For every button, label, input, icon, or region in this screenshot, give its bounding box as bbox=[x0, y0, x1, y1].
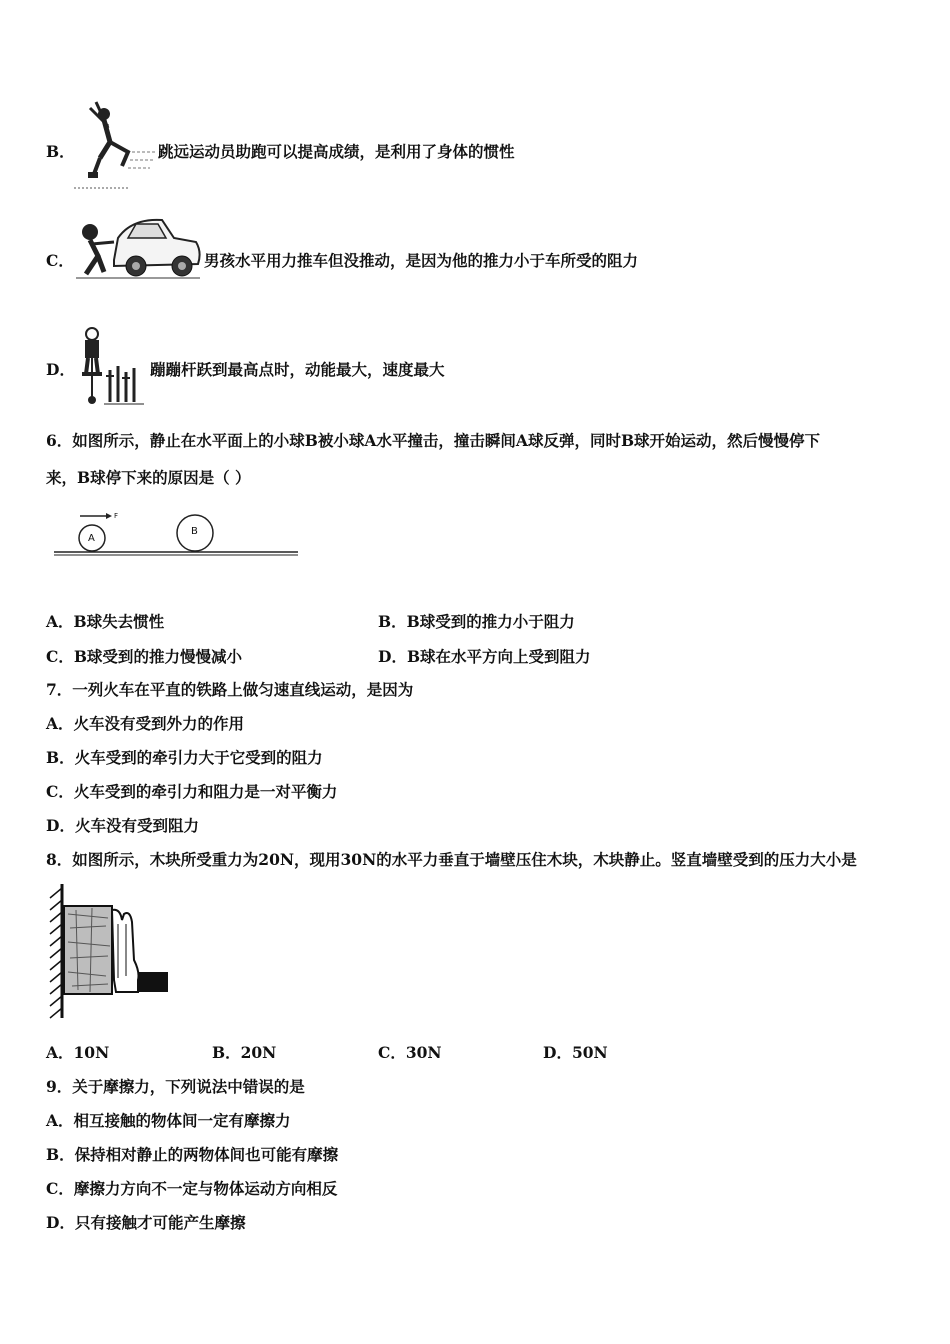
pogo-stick-figure bbox=[74, 326, 150, 408]
q7-option-d: D．火车没有受到阻力 bbox=[46, 816, 199, 835]
q7-option-a: A．火车没有受到外力的作用 bbox=[46, 714, 245, 733]
q5-option-d-letter: D． bbox=[46, 360, 75, 379]
q8-option-d: D．50N bbox=[543, 1043, 608, 1062]
force-arrow-label: F bbox=[114, 512, 119, 520]
q9-option-d: D．只有接触才可能产生摩擦 bbox=[46, 1213, 246, 1232]
q6-stem-line1: 6．如图所示，静止在水平面上的小球B被小球A水平撞击，撞击瞬间A球反弹，同时B球开始运动，然后慢慢停下 bbox=[46, 431, 821, 450]
q7-option-b: B．火车受到的牵引力大于它受到的阻力 bbox=[46, 748, 323, 767]
q8-option-c: C．30N bbox=[378, 1043, 442, 1062]
wall-block-hand-figure bbox=[46, 880, 176, 1022]
q8-stem: 8．如图所示，木块所受重力为20N，现用30N的水平力垂直于墙壁压住木块，木块静止。竖直墙壁受到的压力大小是 bbox=[46, 850, 857, 869]
q8-option-b: B．20N bbox=[212, 1043, 277, 1062]
q6-stem-line2: 来，B球停下来的原因是（ ） bbox=[46, 468, 251, 487]
q9-option-b: B．保持相对静止的两物体间也可能有摩擦 bbox=[46, 1145, 339, 1164]
q6-option-d: D．B球在水平方向上受到阻力 bbox=[378, 647, 591, 666]
q5-option-b-text: 跳远运动员助跑可以提高成绩，是利用了身体的惯性 bbox=[158, 142, 515, 161]
ball-b-label: B bbox=[191, 526, 198, 537]
q6-option-c: C．B球受到的推力慢慢减小 bbox=[46, 647, 242, 666]
q8-option-a: A．10N bbox=[46, 1043, 110, 1062]
q5-option-c-letter: C． bbox=[46, 251, 74, 270]
q5-option-c-text: 男孩水平用力推车但没推动，是因为他的推力小于车所受的阻力 bbox=[204, 251, 639, 270]
ball-a-label: A bbox=[88, 533, 95, 544]
q5-option-b-letter: B． bbox=[46, 142, 75, 161]
q6-option-b: B．B球受到的推力小于阻力 bbox=[378, 612, 575, 631]
boy-pushing-car-figure bbox=[72, 212, 204, 282]
q6-option-a: A．B球失去惯性 bbox=[46, 612, 165, 631]
q9-stem: 9．关于摩擦力，下列说法中错误的是 bbox=[46, 1077, 305, 1096]
q7-stem: 7．一列火车在平直的铁路上做匀速直线运动，是因为 bbox=[46, 680, 414, 699]
q5-option-d-text: 蹦蹦杆跃到最高点时，动能最大，速度最大 bbox=[150, 360, 445, 379]
q9-option-c: C．摩擦力方向不一定与物体运动方向相反 bbox=[46, 1179, 338, 1198]
long-jumper-figure bbox=[70, 100, 160, 195]
q7-option-c: C．火车受到的牵引力和阻力是一对平衡力 bbox=[46, 782, 338, 801]
q9-option-a: A．相互接触的物体间一定有摩擦力 bbox=[46, 1111, 291, 1130]
